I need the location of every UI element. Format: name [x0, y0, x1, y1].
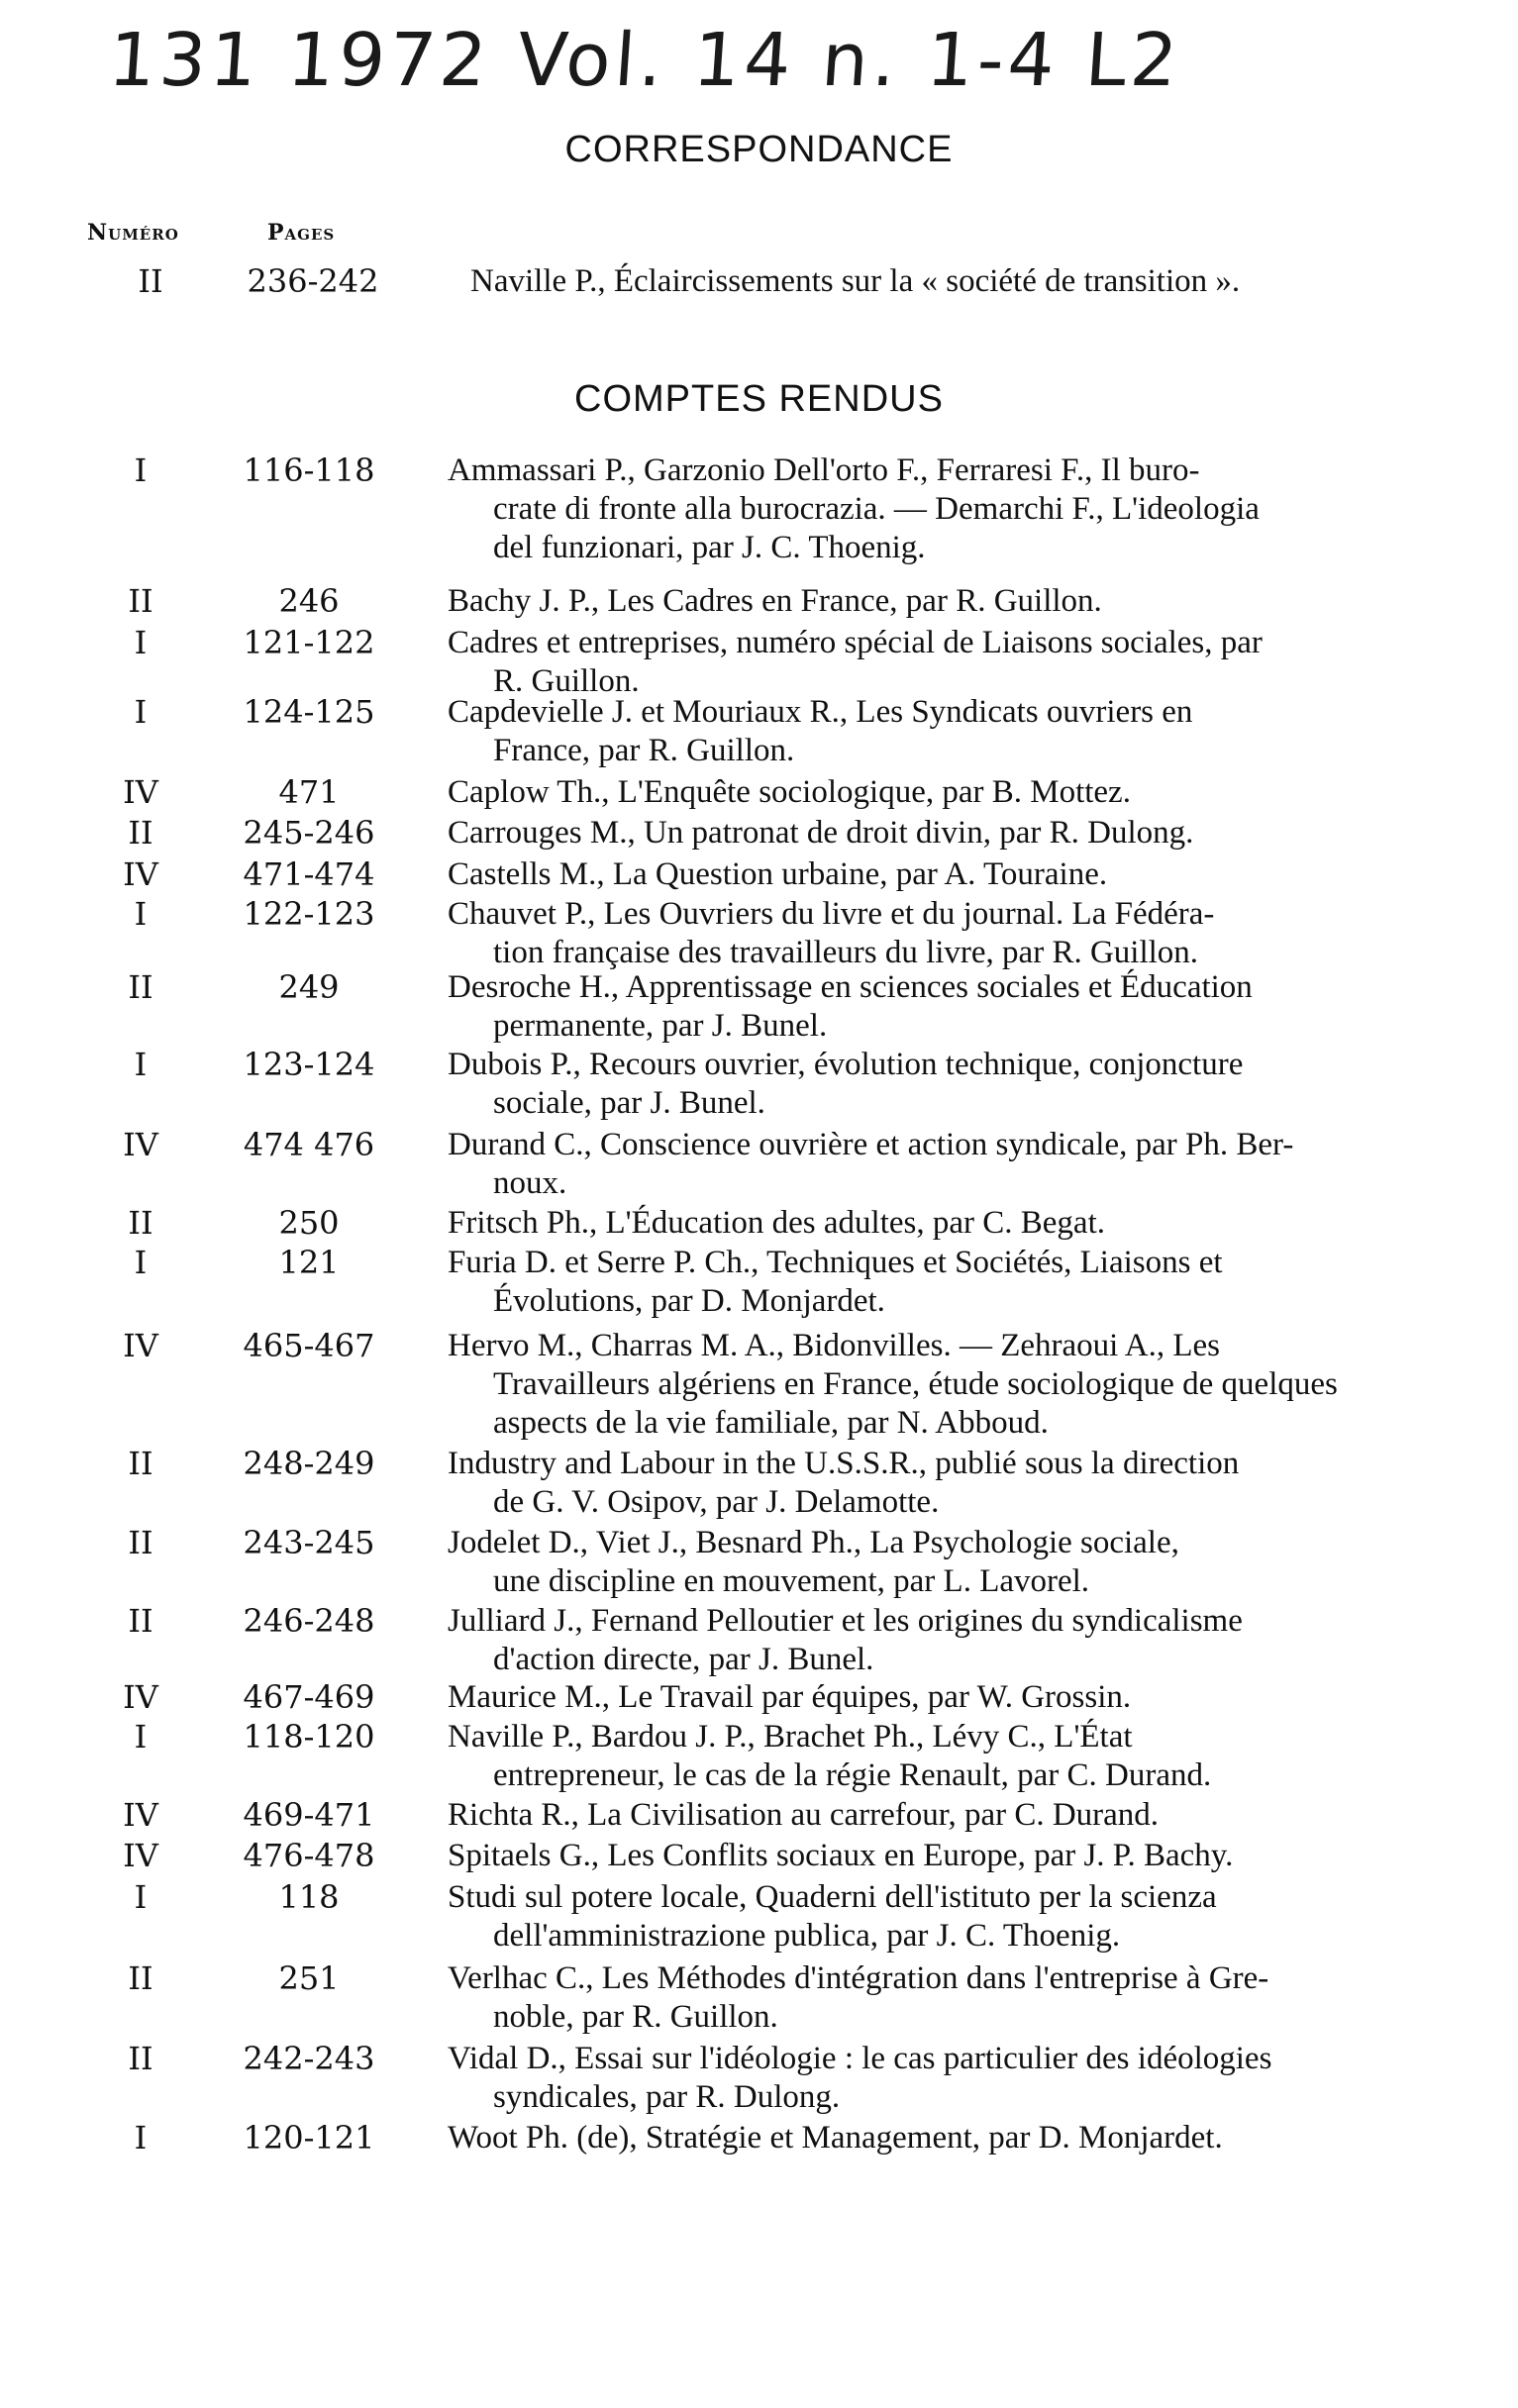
entry-line: Spitaels G., Les Conflits sociaux en Europe, par J. P. Bachy.: [448, 1838, 1234, 1873]
entry-pages: 124-125: [243, 693, 375, 731]
entry-line: permanente, par J. Bunel.: [493, 1008, 828, 1044]
entry-text: [448, 1327, 1448, 1443]
entry-line: R. Guillon.: [493, 663, 640, 699]
entry-line: une discipline en mouvement, par L. Lavorel.: [493, 1563, 1090, 1599]
entry-text: [448, 814, 1448, 853]
entry-numero: I: [134, 2119, 148, 2157]
entry-text: [448, 1126, 1448, 1203]
entry-line: Vidal D., Essai sur l'idéologie : le cas particulier des idéologies: [448, 2041, 1272, 2076]
entry-numero: I: [134, 1046, 148, 1083]
entry-line: Verlhac C., Les Méthodes d'intégration dans l'entreprise à Gre-: [448, 1960, 1269, 1996]
entry-line: Hervo M., Charras M. A., Bidonvilles. — Zehraoui A., Les: [448, 1328, 1220, 1363]
entry-numero: II: [128, 2040, 153, 2077]
entry-pages: 120-121: [243, 2119, 375, 2157]
entry-numero: II: [128, 582, 153, 620]
entry-pages: 123-124: [243, 1046, 375, 1083]
entry-line: Julliard J., Fernand Pelloutier et les origines du syndicalisme: [448, 1603, 1243, 1639]
entry-text: [448, 968, 1448, 1046]
entry-text: [448, 1878, 1448, 1956]
entry-numero: IV: [123, 1796, 158, 1834]
entry-pages: 242-243: [243, 2040, 375, 2077]
entry-numero: I: [134, 452, 148, 489]
entry-text: [448, 624, 1448, 701]
entry-line: Industry and Labour in the U.S.S.R., publié sous la direction: [448, 1446, 1240, 1481]
entry-numero: II: [128, 1204, 153, 1242]
entry-numero: II: [128, 1959, 153, 1997]
entry-pages: 471: [278, 773, 340, 811]
entry-numero: I: [134, 1878, 148, 1916]
entry-numero: IV: [123, 773, 158, 811]
entry-text: [448, 2040, 1448, 2117]
entry-line: Durand C., Conscience ouvrière et action syndicale, par Ph. Ber-: [448, 1127, 1294, 1162]
entry-numero: I: [134, 624, 148, 661]
entry-pages: 118-120: [243, 1718, 375, 1756]
entry-pages: 118: [278, 1878, 340, 1916]
entry-line: Ammassari P., Garzonio Dell'orto F., Ferraresi F., Il buro-: [448, 452, 1200, 488]
entry-line: Naville P., Bardou J. P., Brachet Ph., Lévy C., L'État: [448, 1719, 1133, 1755]
entry-text: [448, 1602, 1448, 1679]
entry-text: [448, 855, 1448, 894]
entry-numero: II: [128, 968, 153, 1006]
entry-text: [448, 582, 1448, 621]
entry-line: tion française des travailleurs du livre, par R. Guillon.: [493, 935, 1199, 970]
entry-line: Woot Ph. (de), Stratégie et Management, par D. Monjardet.: [448, 2120, 1223, 2156]
entry-pages: 474 476: [243, 1126, 375, 1163]
column-header-pages: Pages: [267, 220, 336, 246]
entry-numero: I: [134, 693, 148, 731]
entry-pages: 248-249: [243, 1445, 375, 1482]
column-header-numero: Numéro: [87, 220, 179, 246]
entry-line: Furia D. et Serre P. Ch., Techniques et Sociétés, Liaisons et: [448, 1245, 1223, 1280]
entry-pages: 122-123: [243, 895, 375, 933]
entry-pages: 465-467: [243, 1327, 375, 1364]
entry-text: [448, 1445, 1448, 1522]
entry-line: entrepreneur, le cas de la régie Renault, par C. Durand.: [493, 1757, 1212, 1793]
entry-line: Maurice M., Le Travail par équipes, par W. Grossin.: [448, 1679, 1132, 1715]
entry-numero: II: [128, 814, 153, 852]
entry-numero: I: [134, 1244, 148, 1281]
entry-numero: IV: [123, 1126, 158, 1163]
entry-line: aspects de la vie familiale, par N. Abboud.: [493, 1405, 1049, 1441]
entry-line: de G. V. Osipov, par J. Delamotte.: [493, 1484, 940, 1520]
entry-text: [470, 262, 1470, 301]
entry-text: [448, 1959, 1448, 2037]
entry-text: [448, 693, 1448, 770]
entry-pages: 245-246: [243, 814, 375, 852]
entry-numero: IV: [123, 1837, 158, 1874]
entry-line: d'action directe, par J. Bunel.: [493, 1642, 874, 1677]
entry-pages: 243-245: [243, 1524, 375, 1561]
entry-numero: II: [128, 1602, 153, 1640]
entry-text: [448, 1244, 1448, 1321]
handwritten-note: 131 1972 Vol. 14 n. 1-4 L2: [105, 18, 1184, 103]
entry-pages: 467-469: [243, 1678, 375, 1716]
entry-line: Capdevielle J. et Mouriaux R., Les Syndicats ouvriers en: [448, 694, 1193, 730]
entry-line: noble, par R. Guillon.: [493, 1999, 778, 2035]
entry-line: Cadres et entreprises, numéro spécial de Liaisons sociales, par: [448, 625, 1263, 660]
entry-line: Chauvet P., Les Ouvriers du livre et du journal. La Fédéra-: [448, 896, 1215, 932]
entry-numero: II: [128, 1445, 153, 1482]
entry-text: [448, 452, 1448, 567]
entry-pages: 246: [278, 582, 340, 620]
entry-numero: II: [138, 262, 163, 300]
entry-numero: I: [134, 895, 148, 933]
entry-numero: I: [134, 1718, 148, 1756]
entry-pages: 250: [278, 1204, 340, 1242]
entry-pages: 116-118: [243, 452, 375, 489]
entry-line: Jodelet D., Viet J., Besnard Ph., La Psychologie sociale,: [448, 1525, 1179, 1560]
entry-pages: 246-248: [243, 1602, 375, 1640]
entry-pages: 471-474: [243, 855, 375, 893]
entry-line: Bachy J. P., Les Cadres en France, par R. Guillon.: [448, 583, 1102, 619]
entry-line: Studi sul potere locale, Quaderni dell'istituto per la scienza: [448, 1879, 1217, 1915]
entry-pages: 121-122: [243, 624, 375, 661]
entry-text: [448, 1046, 1448, 1123]
entry-line: Évolutions, par D. Monjardet.: [493, 1283, 885, 1319]
correspondance-title: CORRESPONDANCE: [564, 129, 954, 170]
entry-line: dell'amministrazione publica, par J. C. Thoenig.: [493, 1918, 1121, 1954]
entry-text: [448, 1837, 1448, 1875]
entry-text: [448, 895, 1448, 972]
entry-pages: 251: [278, 1959, 340, 1997]
entry-pages: 469-471: [243, 1796, 375, 1834]
entry-line: del funzionari, par J. C. Thoenig.: [493, 530, 926, 565]
entry-text: [448, 1718, 1448, 1795]
entry-line: Naville P., Éclaircissements sur la « société de transition ».: [470, 263, 1241, 299]
entry-numero: II: [128, 1524, 153, 1561]
entry-line: Richta R., La Civilisation au carrefour, par C. Durand.: [448, 1797, 1160, 1833]
entry-pages: 121: [278, 1244, 340, 1281]
entry-line: Travailleurs algériens en France, étude sociologique de quelques: [493, 1366, 1338, 1402]
entry-text: [448, 1796, 1448, 1835]
entry-pages: 476-478: [243, 1837, 375, 1874]
entry-line: crate di fronte alla burocrazia. — Demarchi F., L'ideologia: [493, 491, 1260, 527]
entry-line: noux.: [493, 1165, 567, 1201]
entry-line: Carrouges M., Un patronat de droit divin, par R. Dulong.: [448, 815, 1194, 851]
entry-line: Dubois P., Recours ouvrier, évolution technique, conjoncture: [448, 1047, 1244, 1082]
comptes-rendus-title: COMPTES RENDUS: [574, 378, 944, 420]
entry-text: [448, 773, 1448, 812]
entry-text: [448, 1678, 1448, 1717]
entry-pages: 236-242: [247, 262, 379, 300]
entry-line: syndicales, par R. Dulong.: [493, 2079, 841, 2115]
entry-line: Desroche H., Apprentissage en sciences sociales et Éducation: [448, 969, 1253, 1005]
entry-text: [448, 1524, 1448, 1601]
entry-text: [448, 2119, 1448, 2157]
entry-numero: IV: [123, 1327, 158, 1364]
entry-line: France, par R. Guillon.: [493, 733, 795, 768]
entry-line: Castells M., La Question urbaine, par A. Touraine.: [448, 856, 1108, 892]
entry-text: [448, 1204, 1448, 1243]
entry-line: Caplow Th., L'Enquête sociologique, par B. Mottez.: [448, 774, 1131, 810]
entry-line: sociale, par J. Bunel.: [493, 1085, 765, 1121]
entry-numero: IV: [123, 1678, 158, 1716]
entry-pages: 249: [278, 968, 340, 1006]
entry-numero: IV: [123, 855, 158, 893]
entry-line: Fritsch Ph., L'Éducation des adultes, par C. Begat.: [448, 1205, 1105, 1241]
